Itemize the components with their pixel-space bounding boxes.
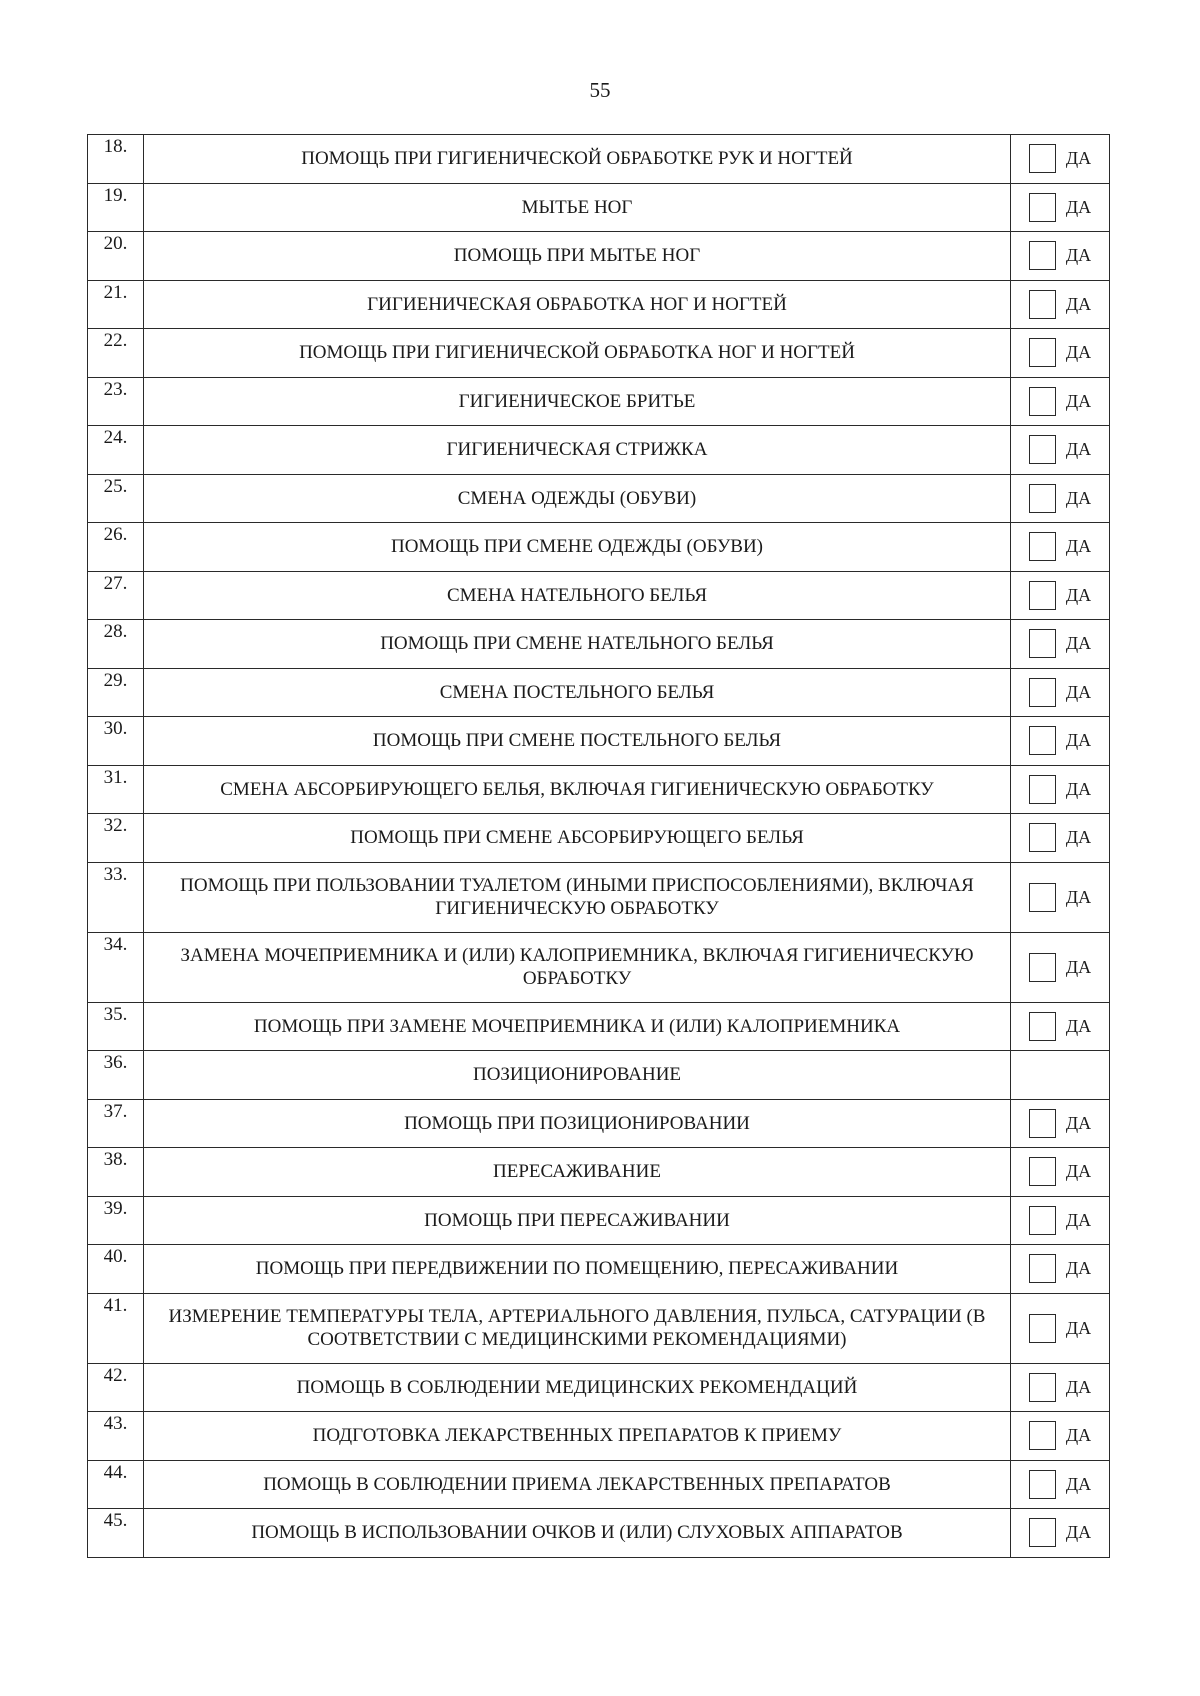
yes-option[interactable] — [1011, 241, 1109, 270]
check-cell — [1011, 377, 1110, 426]
yes-label: ДА — [1065, 1258, 1092, 1279]
yes-option[interactable] — [1011, 726, 1109, 755]
service-name: ПОМОЩЬ ПРИ СМЕНЕ НАТЕЛЬНОГО БЕЛЬЯ — [144, 620, 1011, 669]
yes-label: ДА — [1065, 342, 1092, 363]
row-number: 19. — [88, 183, 144, 232]
service-name: ГИГИЕНИЧЕСКАЯ СТРИЖКА — [144, 426, 1011, 475]
page-number: 55 — [589, 78, 611, 102]
service-name: ПОМОЩЬ ПРИ ПОЗИЦИОНИРОВАНИИ — [144, 1099, 1011, 1148]
table-row — [88, 1460, 1110, 1509]
row-number: 27. — [88, 571, 144, 620]
yes-label: ДА — [1065, 1112, 1092, 1133]
service-name: ПОМОЩЬ В ИСПОЛЬЗОВАНИИ ОЧКОВ И (ИЛИ) СЛУХОВЫХ АППАРАТОВ — [144, 1509, 1011, 1558]
yes-label: ДА — [1065, 196, 1092, 217]
service-name: ГИГИЕНИЧЕСКОЕ БРИТЬЕ — [144, 377, 1011, 426]
check-cell — [1011, 523, 1110, 572]
yes-checkbox[interactable] — [1029, 1206, 1056, 1235]
check-cell — [1011, 329, 1110, 378]
yes-label: ДА — [1065, 487, 1092, 508]
check-cell — [1011, 1293, 1110, 1363]
row-number: 18. — [88, 135, 144, 184]
yes-option[interactable] — [1011, 1373, 1109, 1402]
yes-option[interactable] — [1011, 678, 1109, 707]
service-name: МЫТЬЕ НОГ — [144, 183, 1011, 232]
yes-option[interactable] — [1011, 1254, 1109, 1283]
yes-option[interactable] — [1011, 1518, 1109, 1547]
yes-checkbox[interactable] — [1029, 883, 1056, 912]
yes-option[interactable] — [1011, 1012, 1109, 1041]
yes-label: ДА — [1065, 956, 1092, 977]
table-row — [88, 932, 1110, 1002]
yes-checkbox[interactable] — [1029, 338, 1056, 367]
services-table-body — [88, 135, 1110, 1558]
yes-checkbox[interactable] — [1029, 953, 1056, 982]
check-cell — [1011, 1412, 1110, 1461]
yes-checkbox[interactable] — [1029, 1470, 1056, 1499]
table-row — [88, 1148, 1110, 1197]
service-name: ПОДГОТОВКА ЛЕКАРСТВЕННЫХ ПРЕПАРАТОВ К ПРИЕМУ — [144, 1412, 1011, 1461]
yes-checkbox[interactable] — [1029, 581, 1056, 610]
yes-option[interactable] — [1011, 775, 1109, 804]
yes-label: ДА — [1065, 886, 1092, 907]
row-number: 41. — [88, 1293, 144, 1363]
table-row — [88, 1412, 1110, 1461]
table-row — [88, 1293, 1110, 1363]
row-number: 42. — [88, 1363, 144, 1412]
table-row — [88, 571, 1110, 620]
check-cell — [1011, 135, 1110, 184]
check-cell — [1011, 668, 1110, 717]
yes-checkbox[interactable] — [1029, 1314, 1056, 1343]
service-name: ИЗМЕРЕНИЕ ТЕМПЕРАТУРЫ ТЕЛА, АРТЕРИАЛЬНОГО ДАВЛЕНИЯ, ПУЛЬСА, САТУРАЦИИ (В СООТВЕТСТВИИ С МЕДИЦИНСКИМИ РЕКОМЕНДАЦИЯМИ) — [144, 1293, 1011, 1363]
table-row — [88, 862, 1110, 932]
yes-option[interactable] — [1011, 953, 1109, 982]
services-table — [87, 134, 1110, 1558]
service-name: ПОЗИЦИОНИРОВАНИЕ — [144, 1051, 1011, 1100]
check-cell — [1011, 1245, 1110, 1294]
yes-label: ДА — [1065, 1015, 1092, 1036]
row-number: 25. — [88, 474, 144, 523]
yes-label: ДА — [1065, 1209, 1092, 1230]
yes-option[interactable] — [1011, 1421, 1109, 1450]
row-number: 36. — [88, 1051, 144, 1100]
yes-label: ДА — [1065, 536, 1092, 557]
yes-checkbox[interactable] — [1029, 1157, 1056, 1186]
yes-option[interactable] — [1011, 144, 1109, 173]
yes-label: ДА — [1065, 778, 1092, 799]
check-cell — [1011, 1509, 1110, 1558]
table-row — [88, 1051, 1110, 1100]
check-cell — [1011, 280, 1110, 329]
table-row — [88, 280, 1110, 329]
yes-label: ДА — [1065, 245, 1092, 266]
yes-option[interactable] — [1011, 1314, 1109, 1343]
table-row — [88, 1509, 1110, 1558]
table-row — [88, 814, 1110, 863]
service-name: ПОМОЩЬ ПРИ ПОЛЬЗОВАНИИ ТУАЛЕТОМ (ИНЫМИ ПРИСПОСОБЛЕНИЯМИ), ВКЛЮЧАЯ ГИГИЕНИЧЕСКУЮ ОБРАБОТКУ — [144, 862, 1011, 932]
check-cell — [1011, 426, 1110, 475]
table-row — [88, 668, 1110, 717]
row-number: 32. — [88, 814, 144, 863]
table-row — [88, 329, 1110, 378]
row-number: 21. — [88, 280, 144, 329]
table-row — [88, 135, 1110, 184]
row-number: 20. — [88, 232, 144, 281]
service-name: ПОМОЩЬ ПРИ МЫТЬЕ НОГ — [144, 232, 1011, 281]
yes-checkbox[interactable] — [1029, 1518, 1056, 1547]
yes-option[interactable] — [1011, 1470, 1109, 1499]
yes-option[interactable] — [1011, 338, 1109, 367]
service-name: ГИГИЕНИЧЕСКАЯ ОБРАБОТКА НОГ И НОГТЕЙ — [144, 280, 1011, 329]
yes-checkbox[interactable] — [1029, 144, 1056, 173]
service-name: ПОМОЩЬ ПРИ ГИГИЕНИЧЕСКОЙ ОБРАБОТКЕ РУК И НОГТЕЙ — [144, 135, 1011, 184]
check-cell — [1011, 1148, 1110, 1197]
yes-label: ДА — [1065, 1522, 1092, 1543]
yes-label: ДА — [1065, 1376, 1092, 1397]
row-number: 38. — [88, 1148, 144, 1197]
table-row — [88, 232, 1110, 281]
check-cell — [1011, 717, 1110, 766]
yes-checkbox[interactable] — [1029, 290, 1056, 319]
yes-option[interactable] — [1011, 290, 1109, 319]
row-number: 33. — [88, 862, 144, 932]
table-row — [88, 1196, 1110, 1245]
service-name: ПОМОЩЬ ПРИ СМЕНЕ АБСОРБИРУЮЩЕГО БЕЛЬЯ — [144, 814, 1011, 863]
yes-label: ДА — [1065, 827, 1092, 848]
yes-label: ДА — [1065, 1317, 1092, 1338]
yes-checkbox[interactable] — [1029, 241, 1056, 270]
service-name: СМЕНА НАТЕЛЬНОГО БЕЛЬЯ — [144, 571, 1011, 620]
yes-label: ДА — [1065, 1161, 1092, 1182]
table-row — [88, 765, 1110, 814]
check-cell — [1011, 183, 1110, 232]
yes-label: ДА — [1065, 1425, 1092, 1446]
table-row — [88, 377, 1110, 426]
service-name: СМЕНА АБСОРБИРУЮЩЕГО БЕЛЬЯ, ВКЛЮЧАЯ ГИГИЕНИЧЕСКУЮ ОБРАБОТКУ — [144, 765, 1011, 814]
service-name: ПОМОЩЬ ПРИ СМЕНЕ ОДЕЖДЫ (ОБУВИ) — [144, 523, 1011, 572]
yes-option[interactable] — [1011, 629, 1109, 658]
check-cell — [1011, 1363, 1110, 1412]
yes-option[interactable] — [1011, 484, 1109, 513]
check-cell — [1011, 1460, 1110, 1509]
service-name: ПОМОЩЬ ПРИ ПЕРЕДВИЖЕНИИ ПО ПОМЕЩЕНИЮ, ПЕРЕСАЖИВАНИИ — [144, 1245, 1011, 1294]
table-row — [88, 183, 1110, 232]
yes-checkbox[interactable] — [1029, 1109, 1056, 1138]
check-cell — [1011, 1196, 1110, 1245]
yes-checkbox[interactable] — [1029, 193, 1056, 222]
row-number: 23. — [88, 377, 144, 426]
check-cell — [1011, 232, 1110, 281]
table-row — [88, 523, 1110, 572]
service-name: СМЕНА ОДЕЖДЫ (ОБУВИ) — [144, 474, 1011, 523]
yes-option[interactable] — [1011, 532, 1109, 561]
service-name: ПОМОЩЬ В СОБЛЮДЕНИИ МЕДИЦИНСКИХ РЕКОМЕНДАЦИЙ — [144, 1363, 1011, 1412]
yes-checkbox[interactable] — [1029, 387, 1056, 416]
check-cell — [1011, 932, 1110, 1002]
row-number: 22. — [88, 329, 144, 378]
yes-label: ДА — [1065, 148, 1092, 169]
table-row — [88, 426, 1110, 475]
yes-checkbox[interactable] — [1029, 1373, 1056, 1402]
check-cell — [1011, 1002, 1110, 1051]
yes-checkbox[interactable] — [1029, 823, 1056, 852]
row-number: 35. — [88, 1002, 144, 1051]
yes-checkbox[interactable] — [1029, 726, 1056, 755]
service-name: СМЕНА ПОСТЕЛЬНОГО БЕЛЬЯ — [144, 668, 1011, 717]
yes-label: ДА — [1065, 1473, 1092, 1494]
yes-option[interactable] — [1011, 1157, 1109, 1186]
row-number: 34. — [88, 932, 144, 1002]
yes-option[interactable] — [1011, 435, 1109, 464]
table-row — [88, 1363, 1110, 1412]
table-row — [88, 717, 1110, 766]
yes-option[interactable] — [1011, 387, 1109, 416]
table-row — [88, 1245, 1110, 1294]
check-cell — [1011, 1051, 1110, 1100]
check-cell — [1011, 474, 1110, 523]
table-row — [88, 620, 1110, 669]
table-row — [88, 1099, 1110, 1148]
row-number: 24. — [88, 426, 144, 475]
yes-checkbox[interactable] — [1029, 1012, 1056, 1041]
yes-label: ДА — [1065, 584, 1092, 605]
yes-option[interactable] — [1011, 1109, 1109, 1138]
yes-option[interactable] — [1011, 1206, 1109, 1235]
row-number: 37. — [88, 1099, 144, 1148]
yes-label: ДА — [1065, 390, 1092, 411]
service-name: ЗАМЕНА МОЧЕПРИЕМНИКА И (ИЛИ) КАЛОПРИЕМНИКА, ВКЛЮЧАЯ ГИГИЕНИЧЕСКУЮ ОБРАБОТКУ — [144, 932, 1011, 1002]
row-number: 26. — [88, 523, 144, 572]
yes-checkbox[interactable] — [1029, 532, 1056, 561]
table-row — [88, 474, 1110, 523]
yes-option[interactable] — [1011, 193, 1109, 222]
row-number: 43. — [88, 1412, 144, 1461]
service-name: ПОМОЩЬ ПРИ ПЕРЕСАЖИВАНИИ — [144, 1196, 1011, 1245]
row-number: 45. — [88, 1509, 144, 1558]
service-name: ПОМОЩЬ В СОБЛЮДЕНИИ ПРИЕМА ЛЕКАРСТВЕННЫХ ПРЕПАРАТОВ — [144, 1460, 1011, 1509]
yes-option[interactable] — [1011, 823, 1109, 852]
service-name: ПОМОЩЬ ПРИ ГИГИЕНИЧЕСКОЙ ОБРАБОТКА НОГ И НОГТЕЙ — [144, 329, 1011, 378]
row-number: 39. — [88, 1196, 144, 1245]
service-name: ПОМОЩЬ ПРИ ЗАМЕНЕ МОЧЕПРИЕМНИКА И (ИЛИ) КАЛОПРИЕМНИКА — [144, 1002, 1011, 1051]
yes-option[interactable] — [1011, 883, 1109, 912]
yes-checkbox[interactable] — [1029, 1421, 1056, 1450]
check-cell — [1011, 620, 1110, 669]
row-number: 44. — [88, 1460, 144, 1509]
check-cell — [1011, 765, 1110, 814]
check-cell — [1011, 862, 1110, 932]
check-cell — [1011, 1099, 1110, 1148]
table-row — [88, 1002, 1110, 1051]
yes-checkbox[interactable] — [1029, 629, 1056, 658]
yes-option[interactable] — [1011, 581, 1109, 610]
row-number: 30. — [88, 717, 144, 766]
yes-checkbox[interactable] — [1029, 484, 1056, 513]
check-cell — [1011, 814, 1110, 863]
yes-checkbox[interactable] — [1029, 775, 1056, 804]
row-number: 29. — [88, 668, 144, 717]
row-number: 40. — [88, 1245, 144, 1294]
check-cell — [1011, 571, 1110, 620]
service-name: ПЕРЕСАЖИВАНИЕ — [144, 1148, 1011, 1197]
row-number: 31. — [88, 765, 144, 814]
service-name: ПОМОЩЬ ПРИ СМЕНЕ ПОСТЕЛЬНОГО БЕЛЬЯ — [144, 717, 1011, 766]
yes-checkbox[interactable] — [1029, 435, 1056, 464]
yes-label: ДА — [1065, 439, 1092, 460]
yes-label: ДА — [1065, 293, 1092, 314]
yes-checkbox[interactable] — [1029, 1254, 1056, 1283]
yes-label: ДА — [1065, 681, 1092, 702]
yes-label: ДА — [1065, 730, 1092, 751]
yes-checkbox[interactable] — [1029, 678, 1056, 707]
row-number: 28. — [88, 620, 144, 669]
yes-label: ДА — [1065, 633, 1092, 654]
